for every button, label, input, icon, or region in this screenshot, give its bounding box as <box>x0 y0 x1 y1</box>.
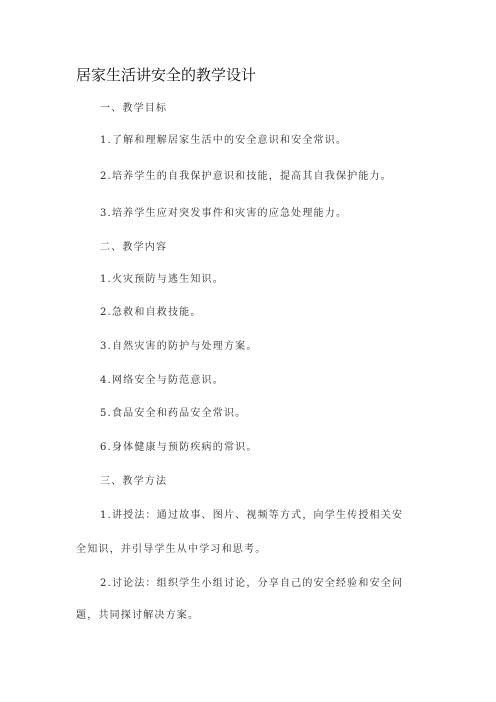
section-heading-content: 二、教学内容 <box>100 242 168 253</box>
section-heading-methods: 三、教学方法 <box>100 476 168 487</box>
method-paragraph-2-line-2: 题，共同探讨解决方案。 <box>76 610 200 621</box>
goal-item-1: 1.了解和理解居家生活中的安全意识和安全常识。 <box>100 135 348 146</box>
method-paragraph-1-line-1: 1.讲授法：通过故事、图片、视频等方式，向学生传授相关安 <box>100 510 404 521</box>
goal-item-2: 2.培养学生的自我保护意识和技能，提高其自我保护能力。 <box>100 171 392 182</box>
content-item-3: 3.自然灾害的防护与处理方案。 <box>100 341 258 352</box>
goal-item-3: 3.培养学生应对突发事件和灾害的应急处理能力。 <box>100 208 348 219</box>
document-title: 居家生活讲安全的教学设计 <box>76 66 257 84</box>
content-item-5: 5.食品安全和药品安全常识。 <box>100 408 247 419</box>
content-item-6: 6.身体健康与预防疾病的常识。 <box>100 442 258 453</box>
section-heading-goals: 一、教学目标 <box>100 103 168 114</box>
method-paragraph-1-line-2: 全知识，并引导学生从中学习和思考。 <box>76 544 267 555</box>
content-item-1: 1.火灾预防与逃生知识。 <box>100 274 224 285</box>
method-paragraph-2-line-1: 2.讨论法：组织学生小组讨论，分享自己的安全经验和安全问 <box>100 578 404 589</box>
content-item-4: 4.网络安全与防范意识。 <box>100 375 224 386</box>
content-item-2: 2.急救和自救技能。 <box>100 307 202 318</box>
